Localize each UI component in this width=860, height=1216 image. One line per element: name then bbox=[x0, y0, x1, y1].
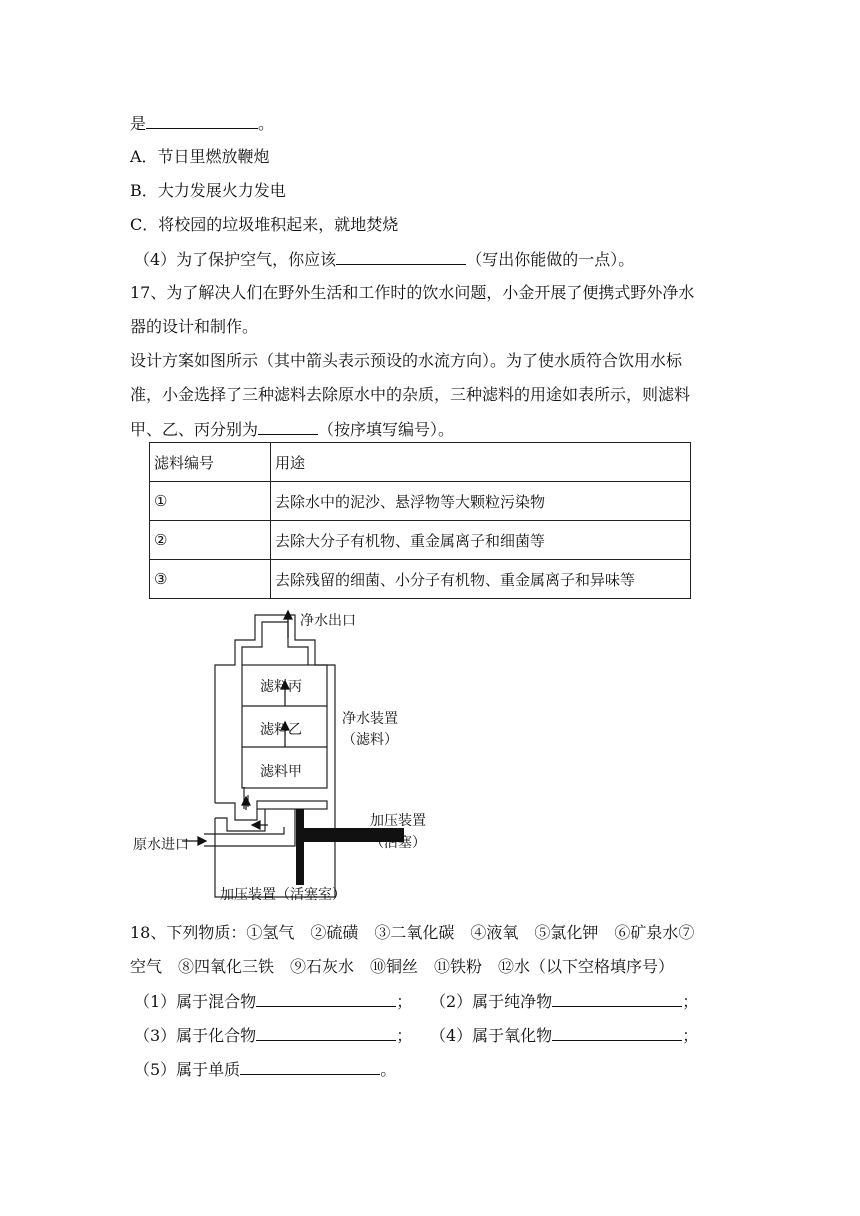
answer-blank[interactable] bbox=[336, 248, 466, 265]
piston-sub-label: （活塞） bbox=[370, 835, 426, 851]
q16-part4 bbox=[134, 248, 634, 271]
q17-line3: 设计方案如图所示（其中箭头表示预设的水流方向）。为了使水质符合饮用水标 bbox=[130, 351, 683, 370]
table-cell: 去除水中的泥沙、悬浮物等大颗粒污染物 bbox=[271, 482, 691, 521]
answer-blank[interactable] bbox=[240, 1058, 380, 1075]
filter-c-label: 滤料丙 bbox=[260, 679, 302, 695]
purifier-outline bbox=[204, 615, 335, 897]
filter-table bbox=[149, 442, 691, 599]
q18-text: （1）属于混合物 bbox=[134, 992, 257, 1011]
q17-line1: 17、为了解决人们在野外生活和工作时的饮水问题，小金开展了便携式野外净水 bbox=[130, 283, 695, 302]
answer-blank[interactable] bbox=[258, 418, 318, 435]
q16-line1 bbox=[130, 112, 274, 135]
table-cell: 去除大分子有机物、重金属离子和细菌等 bbox=[271, 521, 691, 560]
answer-blank[interactable] bbox=[256, 1024, 396, 1041]
q17-text: （按序填写编号）。 bbox=[318, 420, 455, 439]
option-a: A．节日里燃放鞭炮 bbox=[130, 147, 270, 166]
arrow-left-icon bbox=[252, 821, 260, 829]
piston-label: 加压装置 bbox=[370, 813, 426, 829]
q18-text: （2）属于纯净物 bbox=[430, 992, 553, 1011]
table-cell: ① bbox=[150, 482, 271, 521]
answer-blank[interactable] bbox=[256, 990, 396, 1007]
table-cell: 去除残留的细菌、小分子有机物、重金属离子和异味等 bbox=[271, 560, 691, 599]
q18-row2 bbox=[134, 1024, 412, 1047]
q17-text: 甲、乙、丙分别为 bbox=[130, 420, 259, 439]
q16-text: 是 bbox=[130, 114, 147, 133]
q16-part4-text: （4）为了保护空气，你应该 bbox=[134, 250, 337, 269]
table-row bbox=[150, 482, 691, 521]
option-b: B．大力发展火力发电 bbox=[130, 181, 286, 200]
q18-text: ； bbox=[396, 992, 413, 1011]
q18-line1: 18、下列物质：①氢气 ②硫磺 ③二氧化碳 ④液氧 ⑤氯化钾 ⑥矿泉水⑦ bbox=[130, 923, 695, 942]
q17-line4: 准，小金选择了三种滤料去除原水中的杂质，三种滤料的用途如表所示，则滤料 bbox=[130, 385, 691, 404]
q18-line2: 空气 ⑧四氧化三铁 ⑨石灰水 ⑩铜丝 ⑪铁粉 ⑫水（以下空格填序号） bbox=[130, 957, 675, 976]
table-cell: ② bbox=[150, 521, 271, 560]
q18-row1 bbox=[134, 990, 412, 1013]
table-header-cell: 用途 bbox=[271, 443, 691, 482]
piston-rod bbox=[296, 809, 304, 885]
outlet-label: 净水出口 bbox=[300, 613, 356, 629]
chamber-label: 加压装置（活塞室） bbox=[220, 887, 346, 903]
device-sub-label: （滤料） bbox=[342, 732, 398, 748]
q18-text: 。 bbox=[380, 1060, 397, 1079]
answer-blank[interactable] bbox=[552, 990, 682, 1007]
water-purifier-diagram bbox=[120, 605, 460, 905]
q18-text: ； bbox=[682, 992, 699, 1011]
table-cell: ③ bbox=[150, 560, 271, 599]
q16-text: 。 bbox=[258, 114, 275, 133]
table-header-row bbox=[150, 443, 691, 482]
table-header-cell: 滤料编号 bbox=[150, 443, 271, 482]
filter-a-label: 滤料甲 bbox=[260, 764, 302, 780]
q18-row1b bbox=[430, 990, 698, 1013]
q18-row2b bbox=[430, 1024, 698, 1047]
q18-text: （3）属于化合物 bbox=[134, 1026, 257, 1045]
device-label: 净水装置 bbox=[342, 711, 398, 727]
filter-b-label: 滤料乙 bbox=[260, 722, 302, 738]
inlet-label: 原水进口 bbox=[133, 837, 189, 853]
q16-part4-text: （写出你能做的一点）。 bbox=[466, 250, 635, 269]
table-row bbox=[150, 560, 691, 599]
answer-blank[interactable] bbox=[552, 1024, 682, 1041]
q17-line5 bbox=[130, 418, 454, 441]
arrow-right-icon bbox=[198, 837, 206, 845]
q18-text: （4）属于氧化物 bbox=[430, 1026, 553, 1045]
q18-text: ； bbox=[396, 1026, 413, 1045]
q18-text: ； bbox=[682, 1026, 699, 1045]
q17-line2: 器的设计和制作。 bbox=[130, 317, 259, 336]
q18-text: （5）属于单质 bbox=[134, 1060, 241, 1079]
option-c: C．将校园的垃圾堆积起来，就地焚烧 bbox=[130, 215, 399, 234]
q18-row3 bbox=[134, 1058, 396, 1081]
arrow-up-icon bbox=[242, 797, 250, 805]
table-row bbox=[150, 521, 691, 560]
answer-blank[interactable] bbox=[146, 112, 258, 129]
